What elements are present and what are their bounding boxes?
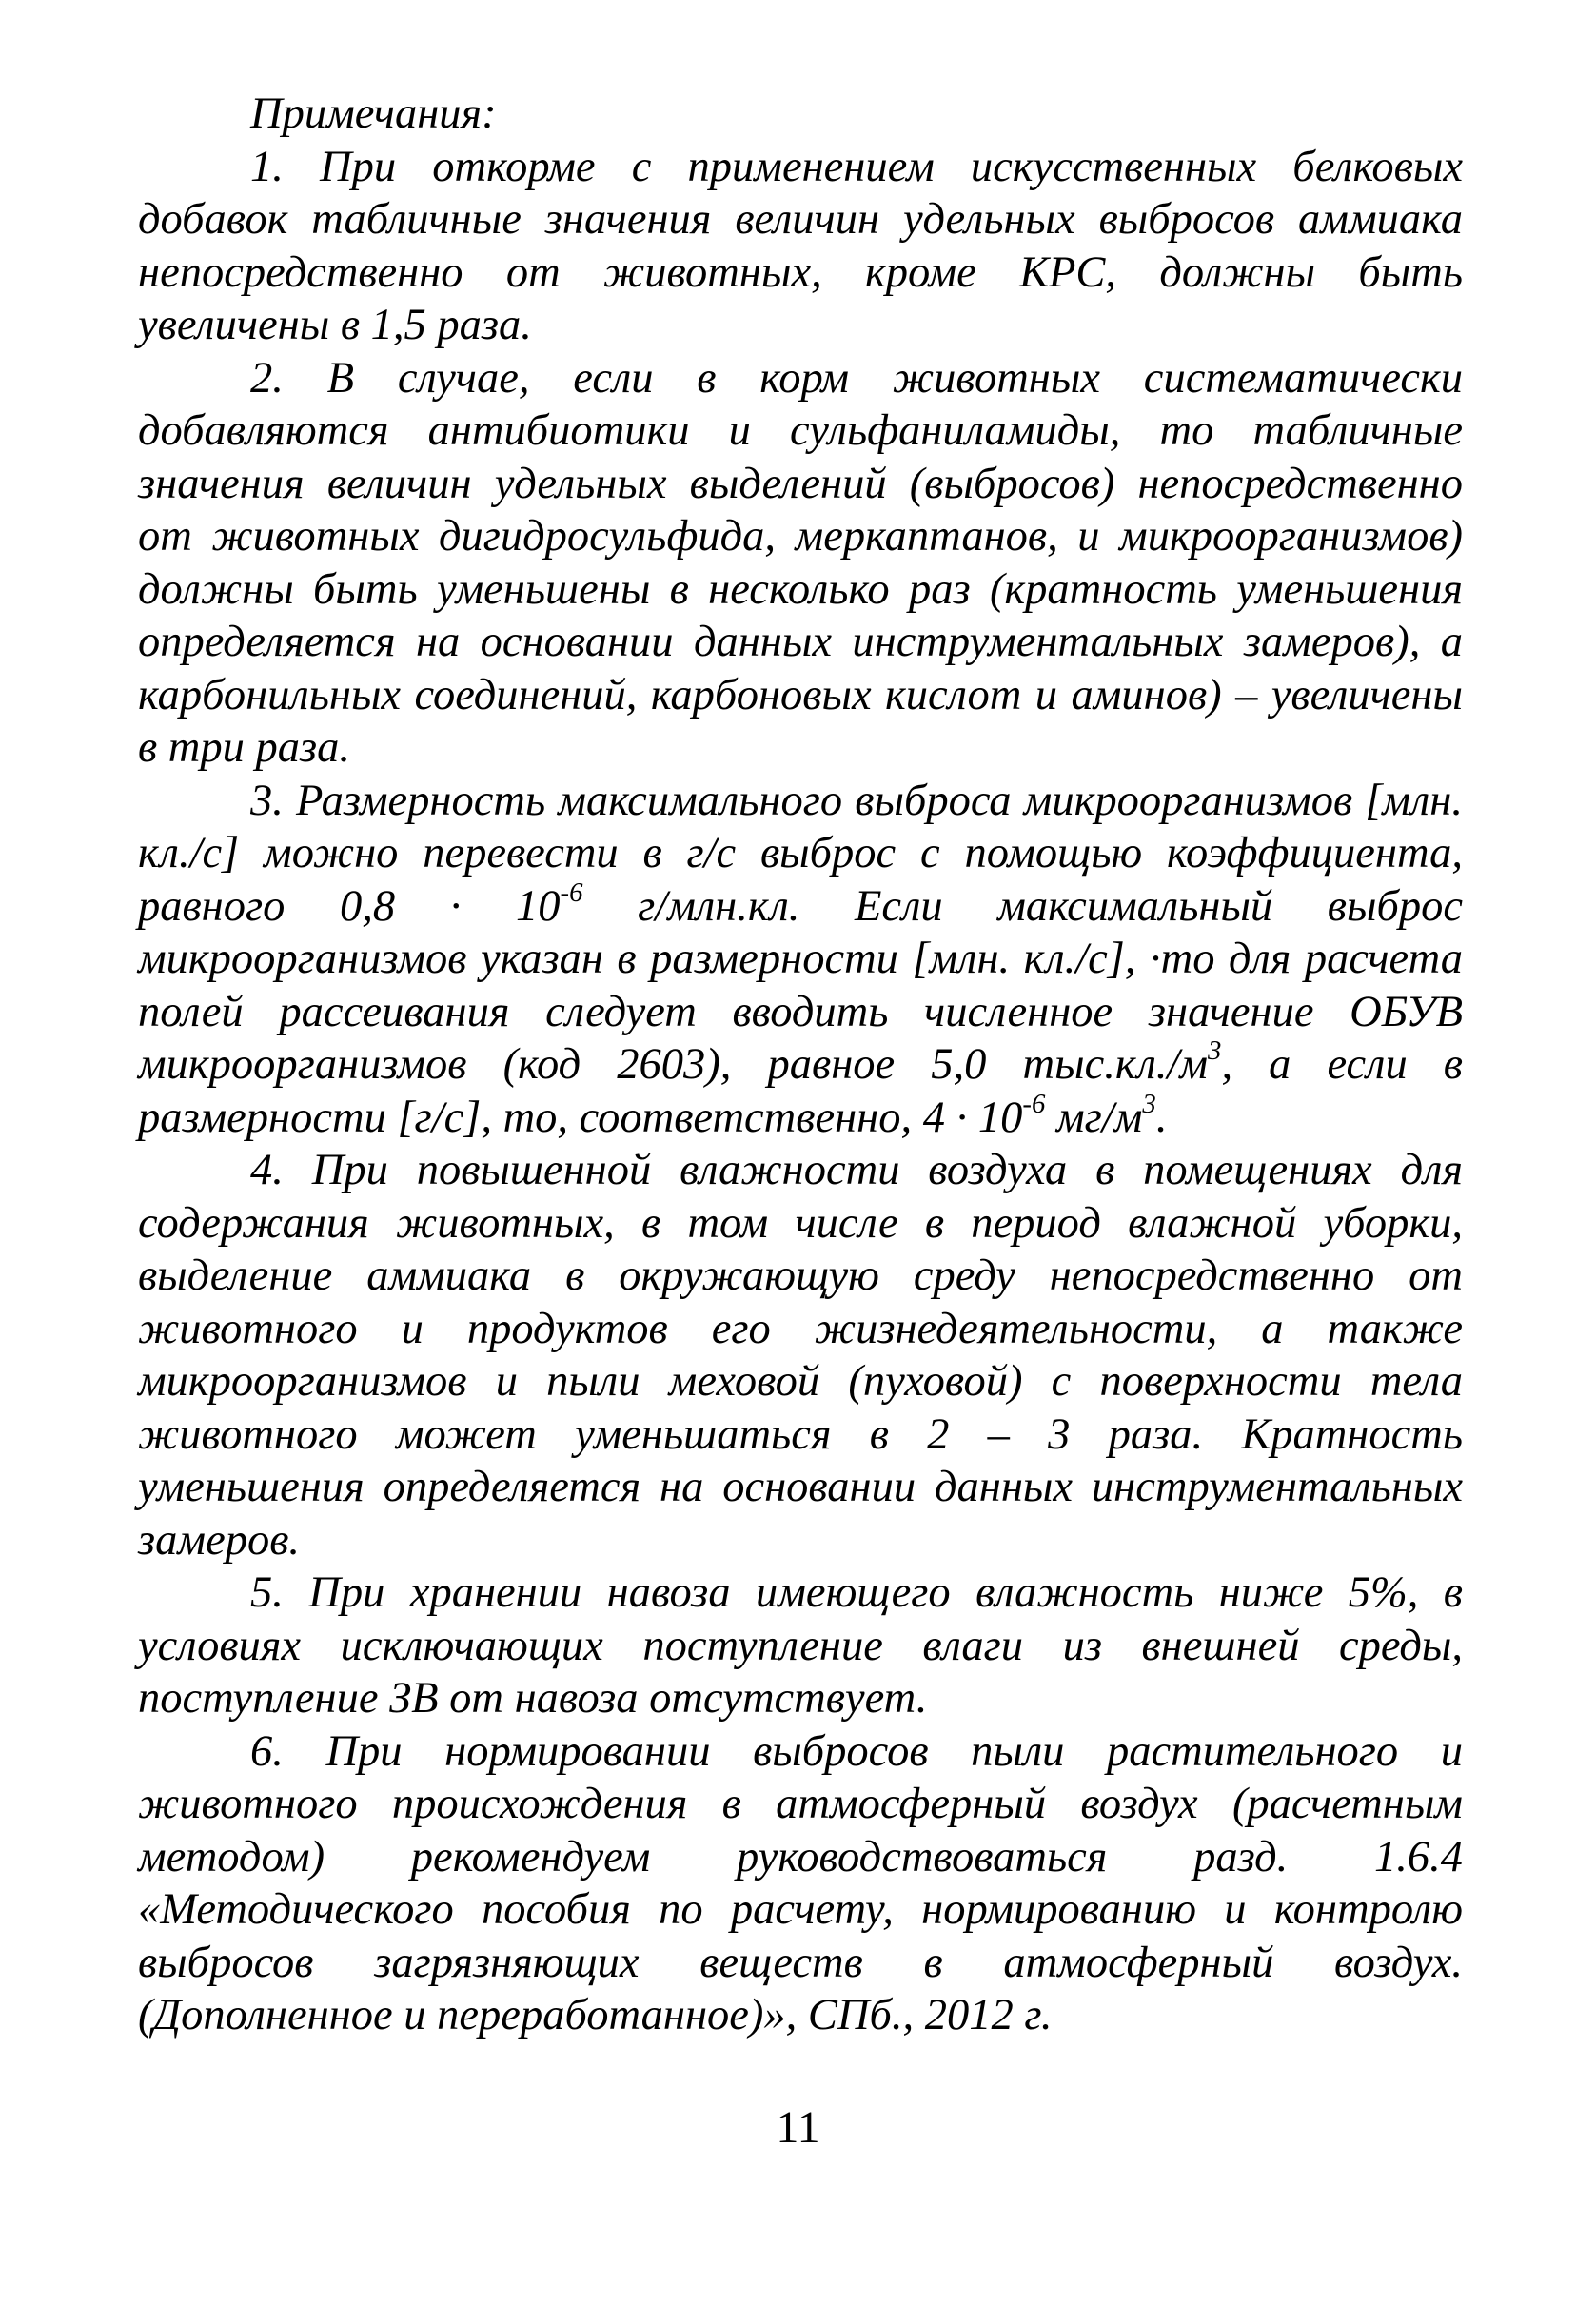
note-2: 2. В случае, если в корм животных систематически добавляются антибиотики и сульфаниламиды, то табличные значения величин удельных выделений (выбросов) непосредственно от животных дигидросульфида, меркаптанов, и микроорганизмов) должны быть уменьшены в несколько раз (кратность уменьшения определяется на основании данных инструментальных замеров), а карбонильных соединений, карбоновых кислот и аминов) – увеличены в три раза. [138, 353, 1463, 772]
document-page [138, 88, 1463, 2042]
note-3-exponent-3: -6 [1022, 1088, 1046, 1119]
note-3-exponent-4: 3 [1142, 1088, 1156, 1119]
note-3-text-part-5: . [1155, 1093, 1168, 1142]
note-1: 1. При откорме с применением искусственных белковых добавок табличные значения величин удельных выбросов аммиака непосредственно от животных, кроме КРС, должны быть увеличены в 1,5 раза. [138, 142, 1463, 349]
note-4: 4. При повышенной влажности воздуха в помещениях для содержания животных, в том числе в период влажной уборки, выделение аммиака в окружающую среду непосредственно от животного и продуктов его жизнедеятельности, а также микроорганизмов и пыли меховой (пуховой) с поверхности тела животного может уменьшаться в 2 – 3 раза. Кратность уменьшения определяется на основании данных инструментальных замеров. [138, 1146, 1463, 1565]
note-3 [138, 775, 1463, 1145]
page-number: 11 [776, 2102, 820, 2153]
note-3-exponent-2: 3 [1208, 1034, 1222, 1066]
note-5: 5. При хранении навоза имеющего влажность ниже 5%, в условиях исключающих поступление влаги из внешней среды, поступление ЗВ от навоза отсутствует. [138, 1568, 1463, 1723]
note-3-text-part-1: 3. Размерность максимального выброса микроорганизмов [млн. кл./с] можно перевести в г/с выброс с помощью коэффициента, равного 0,8 · 10 [138, 776, 1463, 931]
note-3-text-part-4: мг/м [1045, 1093, 1143, 1142]
note-6: 6. При нормировании выбросов пыли растительного и животного происхождения в атмосферный воздух (расчетным методом) рекомендуем руководствоваться разд. 1.6.4 «Методического пособия по расчету, нормированию и контролю выбросов загрязняющих веществ в атмосферный воздух. (Дополненное и переработанное)», СПб., 2012 г. [138, 1726, 1463, 2039]
note-3-text-part-3: , а если в размерности [г/с], то, соответственно, 4 · 10 [138, 1040, 1463, 1142]
note-3-exponent-1: -6 [560, 877, 583, 908]
note-3-text-part-2: г/млн.кл. Если максимальный выброс микроорганизмов указан в размерности [млн. кл./с], ·то для расчета полей рассеивания следует вводить численное значение ОБУВ микроорганизмов (код 2603), равное 5,0 тыс.кл./м [138, 881, 1463, 1089]
notes-heading: Примечания: [250, 89, 497, 138]
